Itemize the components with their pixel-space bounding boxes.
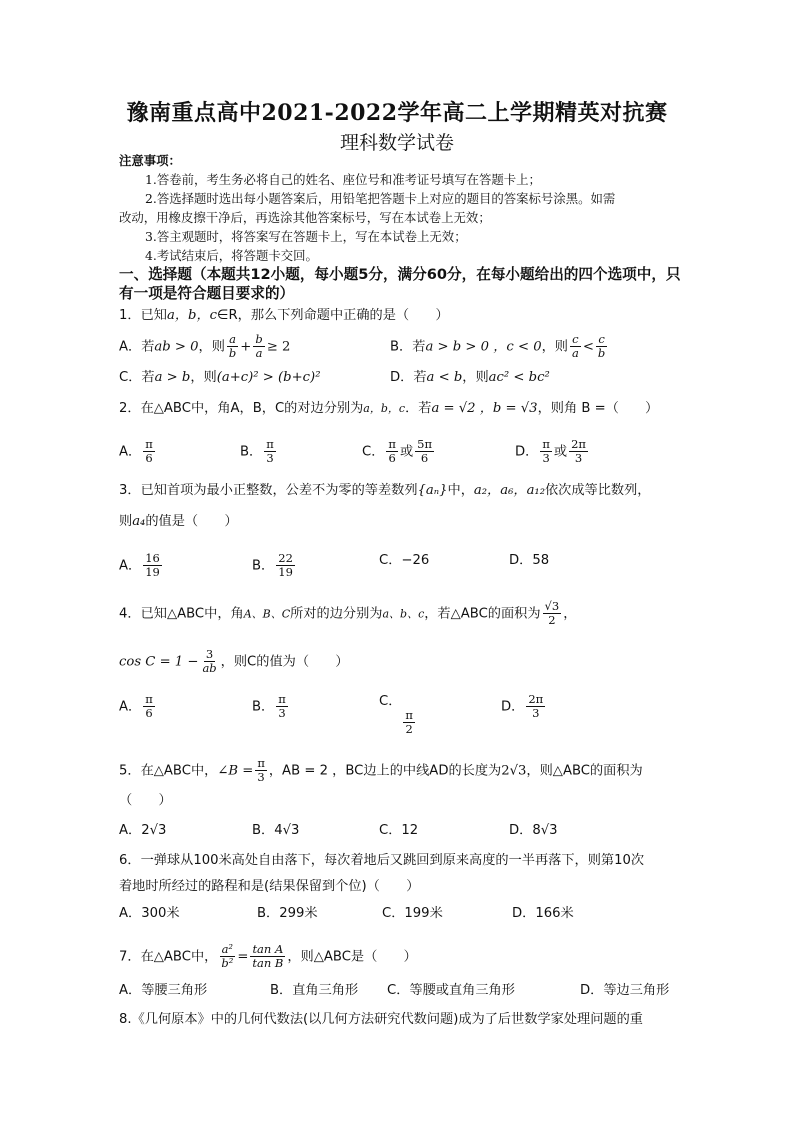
q4-mid2: ，若△ABC的面积为 (424, 606, 541, 622)
q1-d-label: D．若 (390, 370, 427, 385)
section-heading-line1: 一、选择题（本题共12小题，每小题5分，满分60分，在每小题给出的四个选项中，只 (119, 266, 681, 283)
q4-stem-text: 4．已知△ABC中，角 (119, 606, 244, 622)
q1-a-rhs: ≥ 2 (266, 339, 291, 355)
q1-stem-text: 1．已知 (119, 308, 167, 323)
q3-stem-text: 3．已知首项为最小正整数，公差不为零的等差数列 (119, 483, 418, 498)
q7-stem-text: 7．在△ABC中， (119, 949, 218, 965)
q3-terms: a₂，a₆，a₁₂ (473, 483, 545, 498)
q1-c-rel: (a+c)² > (b+c)² (216, 370, 321, 385)
fraction-3-over-ab (200, 648, 218, 675)
q3-option-b[interactable] (252, 552, 297, 579)
frac-num: π (145, 692, 153, 706)
q4-option-b[interactable] (252, 693, 290, 720)
q1-option-a[interactable] (119, 333, 290, 360)
frac-den: 2 (548, 613, 556, 627)
q4-a-label: A． (119, 699, 142, 715)
frac-num: π (257, 756, 265, 770)
q1-a-then: ，则 (198, 339, 225, 355)
q2-b-label: B． (240, 444, 263, 460)
q4-angles: A、B、C (243, 607, 291, 621)
fraction-c-over-a (570, 333, 581, 360)
question-6-line2: 着地时所经过的路程和是(结果保留到个位)（ ） (119, 879, 420, 894)
fraction-2pi-over-3 (569, 438, 588, 465)
q2-c-or: 或 (399, 444, 414, 460)
q6-option-a[interactable]: A．300米 (119, 906, 180, 921)
fraction-16-over-19 (143, 552, 162, 579)
q2-mid: ．若 (405, 401, 432, 416)
q2-option-c[interactable] (362, 438, 436, 465)
q7-option-d[interactable]: D．等边三角形 (580, 983, 670, 998)
fraction-2pi-over-3 (526, 693, 545, 720)
q4-c-label: C． (379, 694, 402, 709)
fraction-pi-over-3 (264, 438, 276, 465)
q2-option-b[interactable] (240, 438, 278, 465)
q1-vars: a，b，c (166, 308, 218, 323)
q7-option-c[interactable]: C．等腰或直角三角形 (387, 983, 515, 998)
fraction-pi-over-6 (143, 438, 155, 465)
q2-d-or: 或 (553, 444, 568, 460)
q1-d-then: ，则 (462, 370, 489, 385)
q4-option-d[interactable] (501, 693, 547, 720)
frac-num: 16 (145, 551, 160, 565)
q4-cos-pre: cos C = 1 − (119, 654, 199, 670)
note-3: 3.答主观题时，将答案写在答题卡上，写在本试卷上无效； (145, 229, 467, 244)
fraction-5pi-over-6 (415, 438, 434, 465)
notes-heading: 注意事项： (119, 153, 181, 168)
fraction-pi-over-3 (255, 757, 267, 784)
q7-option-b[interactable]: B．直角三角形 (270, 983, 359, 998)
q7-tail: ，则△ABC是（ ） (287, 949, 417, 965)
frac-den: 3 (278, 706, 286, 720)
question-4-stem: 4．已知△ABC中，角A、B、C所对的边分别为a、b、c，若△ABC的面积为 $\frac{√3}{2}$ ， (119, 599, 577, 627)
q4-b-label: B． (252, 699, 275, 715)
q5-option-c[interactable]: C．12 (379, 823, 419, 838)
frac-den: 6 (145, 451, 153, 465)
fraction-pi-over-2 (403, 709, 415, 736)
q6-option-d[interactable]: D．166米 (512, 906, 574, 921)
q5-option-b[interactable]: B．4√3 (252, 823, 300, 838)
q3-option-c[interactable]: C．−26 (379, 553, 430, 568)
exam-title: 豫南重点高中2021-2022学年高二上学期精英对抗赛 (126, 100, 668, 126)
frac-num: a² (221, 942, 234, 956)
q1-stem-tail: ∈R，那么下列命题中正确的是（ ） (217, 308, 449, 323)
q4-cos-tail: ，则C的值为（ ） (220, 654, 349, 670)
q3-line2-tail: 的值是（ ） (145, 514, 238, 529)
frac-num: c (598, 332, 605, 346)
q1-b-label: B．若 (390, 339, 426, 355)
q1-c-label: C．若 (119, 370, 155, 385)
q3-a-label: A． (119, 558, 142, 574)
question-3-line2 (119, 513, 238, 531)
frac-num: π (542, 437, 550, 451)
question-4-line2 (119, 648, 349, 675)
q4-option-c[interactable] (379, 693, 417, 736)
q1-option-b[interactable] (390, 333, 609, 360)
exam-subtitle: 理科数学试卷 (339, 132, 454, 154)
frac-den: 3 (266, 451, 274, 465)
frac-den: 19 (278, 565, 293, 579)
frac-num: 5π (417, 437, 433, 451)
frac-num: c (572, 332, 579, 346)
q5-option-a[interactable]: A．2√3 (119, 823, 167, 838)
frac-den: a (571, 346, 579, 360)
q4-option-a[interactable] (119, 693, 157, 720)
frac-den: tan B (252, 956, 284, 970)
q4-d-label: D． (501, 699, 525, 715)
fraction-22-over-19 (276, 552, 295, 579)
question-6-line1: 6．一弹球从100米高处自由落下，每次着地后又跳回到原来高度的一半再落下，则第10次 (119, 853, 645, 868)
q1-d-rel: ac² < bc² (488, 370, 550, 385)
q1-option-d[interactable] (390, 369, 550, 387)
note-4: 4.考试结束后，将答题卡交回。 (145, 248, 318, 263)
frac-num: tan A (252, 942, 284, 956)
question-8-line1: 8.《几何原本》中的几何代数法(以几何方法研究代数问题)成为了后世数学家处理问题的重 (119, 1012, 643, 1027)
q2-option-a[interactable] (119, 438, 157, 465)
frac-num: a (229, 332, 237, 346)
note-2b: 改动，用橡皮擦干净后，再选涂其他答案标号，写在本试卷上无效； (119, 210, 491, 225)
frac-den: 2 (405, 722, 413, 736)
q3-tail: 依次成等比数列， (545, 483, 651, 498)
q1-a-label: A．若 (119, 339, 155, 355)
fraction-pi-over-3 (276, 693, 288, 720)
q2-option-d[interactable] (515, 438, 590, 465)
frac-den: a (255, 346, 263, 360)
fraction-tanA-over-tanB (250, 943, 285, 970)
question-7-stem (119, 943, 417, 970)
frac-den: b (228, 346, 237, 360)
frac-den: 6 (145, 706, 153, 720)
frac-den: b² (221, 956, 234, 970)
q3-option-d[interactable]: D．58 (509, 553, 550, 568)
q6-option-c[interactable]: C．199米 (382, 906, 443, 921)
frac-den: 6 (420, 451, 429, 465)
frac-num: π (266, 437, 274, 451)
frac-num: 3 (205, 647, 214, 661)
q1-c-then: ，则 (190, 370, 217, 385)
q4-mid: 所对的边分别为 (290, 606, 383, 622)
q3-a4: a₄ (132, 514, 146, 529)
q1-b-cond: a > b > 0 ，c < 0 (425, 339, 542, 355)
q2-d-label: D． (515, 444, 539, 460)
frac-den: ab (202, 661, 217, 675)
q3-option-a[interactable] (119, 552, 164, 579)
q5-angle: ∠B = (217, 763, 254, 779)
q2-c-label: C． (362, 444, 385, 460)
q6-option-b[interactable]: B．299米 (257, 906, 318, 921)
q7-option-a[interactable]: A．等腰三角形 (119, 983, 208, 998)
q2-a-label: A． (119, 444, 142, 460)
q3-b-label: B． (252, 558, 275, 574)
frac-den: 3 (532, 706, 540, 720)
q5-option-d[interactable]: D．8√3 (509, 823, 558, 838)
frac-den: 3 (574, 451, 583, 465)
question-3-stem (119, 482, 651, 500)
frac-num: π (278, 692, 286, 706)
note-1: 1.答卷前，考生务必将自己的姓名、座位号和准考证号填写在答题卡上； (145, 172, 541, 187)
frac-num: 2π (528, 692, 544, 706)
note-2a: 2.答选择题时选出每小题答案后，用铅笔把答题卡上对应的题目的答案标号涂黑。如需 (145, 191, 616, 206)
fraction-sqrt3-over-2 (543, 600, 562, 627)
question-1-stem (119, 307, 449, 325)
q2-sides: a，b，c (363, 402, 406, 415)
equals-sign: = (237, 949, 249, 965)
q5-stem-text: 5．在△ABC中， (119, 763, 218, 779)
q3-mid: 中， (447, 483, 474, 498)
fraction-pi-over-6 (386, 438, 398, 465)
q1-b-then: ，则 (541, 339, 568, 355)
question-5-blank: （ ） (119, 793, 172, 808)
frac-den: 6 (388, 451, 396, 465)
q2-given: a = √2 ，b = √3 (431, 401, 538, 416)
frac-num: b (255, 332, 263, 346)
q1-d-cond: a < b (426, 370, 463, 385)
q1-a-cond: ab > 0 (154, 339, 199, 355)
q1-option-c[interactable] (119, 369, 320, 387)
fraction-pi-over-3 (540, 438, 552, 465)
q5-tail: ，则△ABC的面积为 (526, 763, 643, 779)
plus-sign: + (240, 339, 252, 355)
less-sign: < (582, 339, 594, 355)
q2-tail: ，则角 B =（ ） (537, 401, 659, 416)
frac-num: 2π (571, 437, 586, 451)
frac-den: 3 (542, 451, 550, 465)
section-heading-line2: 有一项是符合题目要求的） (119, 285, 295, 302)
q2-stem-text: 2．在△ABC中，角A，B，C的对边分别为 (119, 401, 364, 416)
q1-c-cond: a > b (154, 370, 191, 385)
frac-num: π (388, 437, 396, 451)
question-2-stem (119, 400, 658, 418)
frac-den: b (597, 346, 606, 360)
q5-mid: ，AB = 2 ，BC边上的中线AD的长度为 (268, 763, 502, 779)
q5-ad: 2√3 (501, 763, 527, 779)
fraction-c-over-b (596, 333, 607, 360)
q3-seq: {aₙ} (417, 483, 448, 498)
frac-num: π (405, 708, 413, 722)
fraction-b-over-a (253, 333, 264, 360)
frac-num: √3 (544, 599, 560, 613)
frac-den: 3 (257, 770, 265, 784)
question-5-stem (119, 757, 643, 784)
frac-num: π (145, 437, 153, 451)
frac-den: 19 (145, 565, 160, 579)
fraction-a2-over-b2 (219, 943, 235, 970)
q3-line2-text: 则 (119, 514, 133, 529)
fraction-pi-over-6 (143, 693, 155, 720)
q4-sides: a、b、c (382, 607, 425, 621)
fraction-a-over-b (227, 333, 238, 360)
frac-num: 22 (278, 551, 293, 565)
